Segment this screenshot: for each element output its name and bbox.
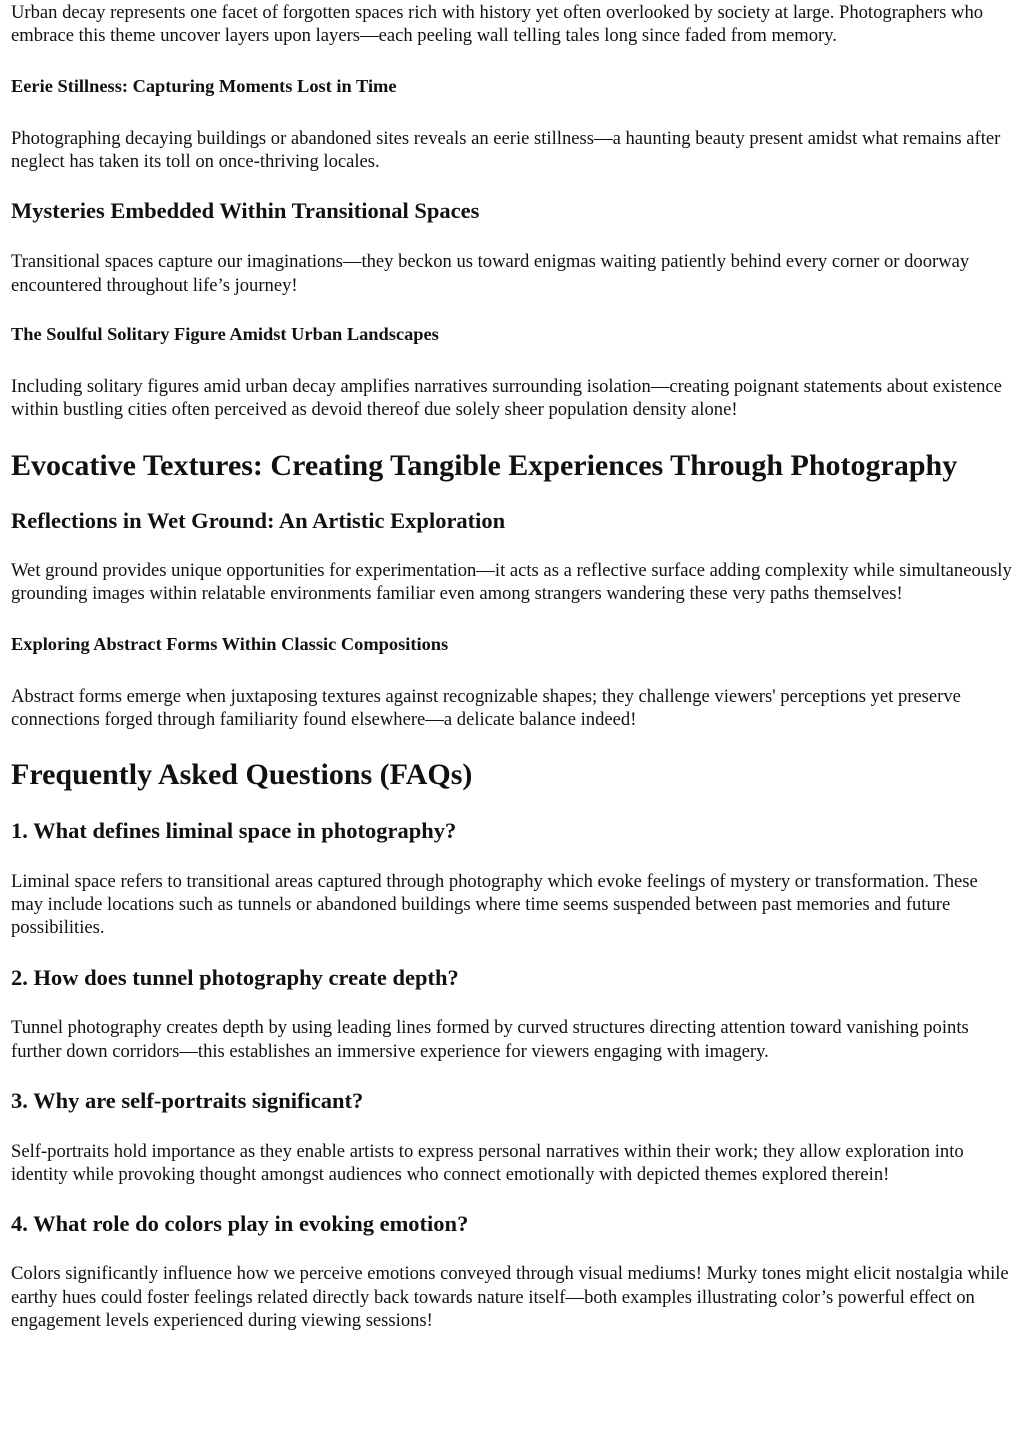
faq-answer-1: Liminal space refers to transitional areas captured through photography which evoke feelings of mystery or transformation. These may include locations such as tunnels or abandoned buildings where time seems suspended between past memories and future possibilities.	[11, 870, 978, 939]
section-body-transitional-spaces: Transitional spaces capture our imaginations—they beckon us toward enigmas waiting patiently behind every corner or doorway encountered throughout life’s journey!	[11, 251, 970, 296]
faq-heading: Frequently Asked Questions (FAQs)	[11, 758, 473, 792]
intro-paragraph: Urban decay represents one facet of forgotten spaces rich with history yet often overlooked by society at large. Photographers who embrace this theme uncover layers upon layers—each peeling wall telling tales long since faded from memory.	[11, 2, 984, 47]
section-heading-eerie-stillness: Eerie Stillness: Capturing Moments Lost in Time	[11, 75, 397, 96]
faq-answer-4: Colors significantly influence how we perceive emotions conveyed through visual mediums! Murky tones might elicit nostalgia while earthy hues could foster feelings related directly back towards nature itself—both examples illustrating color’s powerful effect on engagement levels experienced during viewing sessions!	[11, 1263, 1009, 1331]
faq-question-1: 1. What defines liminal space in photography?	[11, 817, 457, 843]
subsection-body-abstract-forms: Abstract forms emerge when juxtaposing textures against recognizable shapes; they challenge viewers' perceptions yet preserve connections forged through familiarity found elsewhere—a delicate balance indeed!	[11, 685, 961, 730]
faq-answer-2: Tunnel photography creates depth by using leading lines formed by curved structures directing attention toward vanishing points further down corridors—this establishes an immersive experience for viewers engaging with imagery.	[11, 1017, 969, 1062]
section-body-eerie-stillness: Photographing decaying buildings or abandoned sites reveals an eerie stillness—a haunting beauty present amidst what remains after neglect has taken its toll on once-thriving locales.	[11, 127, 1001, 173]
subsection-heading-abstract-forms: Exploring Abstract Forms Within Classic Compositions	[11, 633, 449, 654]
faq-question-4: 4. What role do colors play in evoking emotion?	[11, 1211, 469, 1237]
textures-heading: Evocative Textures: Creating Tangible Experiences Through Photography	[11, 448, 958, 482]
section-heading-solitary-figure: The Soulful Solitary Figure Amidst Urban Landscapes	[11, 323, 439, 344]
subsection-heading-wet-ground: Reflections in Wet Ground: An Artistic Exploration	[11, 508, 506, 534]
section-heading-transitional-spaces: Mysteries Embedded Within Transitional Spaces	[11, 198, 480, 224]
faq-question-3: 3. Why are self-portraits significant?	[11, 1088, 364, 1114]
article	[0, 1, 1024, 1332]
faq-answer-3: Self-portraits hold importance as they enable artists to express personal narratives within their work; they allow exploration into identity while provoking thought amongst audiences who connect emotionally with depicted themes explored therein!	[11, 1140, 964, 1186]
section-body-solitary-figure: Including solitary figures amid urban decay amplifies narratives surrounding isolation—creating poignant statements about existence within bustling cities often perceived as devoid thereof due solely sheer population density alone!	[11, 375, 1002, 421]
faq-question-2: 2. How does tunnel photography create depth?	[11, 964, 459, 990]
subsection-body-wet-ground: Wet ground provides unique opportunities for experimentation—it acts as a reflective surface adding complexity while simultaneously grounding images within relatable environments familiar even among strangers wandering these very paths themselves!	[11, 559, 1012, 605]
